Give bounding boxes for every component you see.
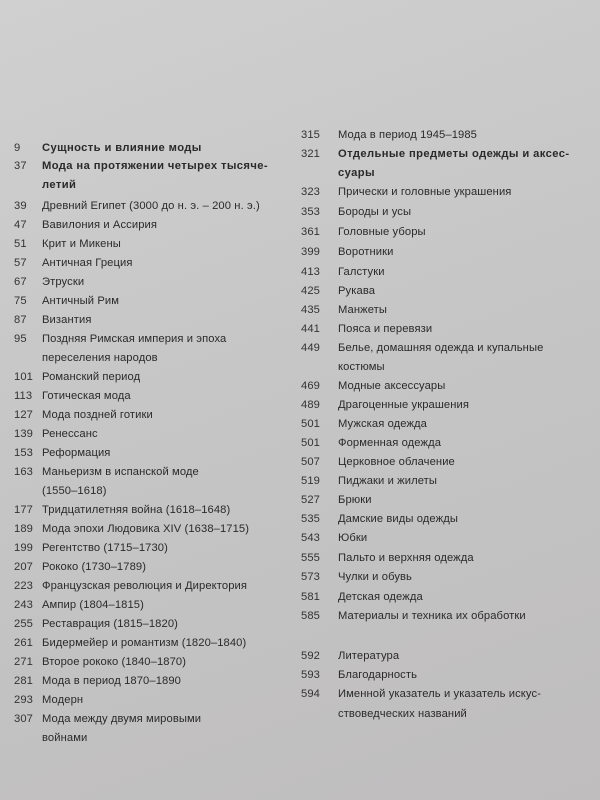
entry-title: Ренессанс [42,428,98,440]
entry-title: Крит и Микены [42,238,121,250]
entry-title: Материалы и техника их обработки [338,610,526,622]
page-number: 255 [14,618,33,630]
entry-title: Воротники [338,246,394,258]
entry-title: Вавилония и Ассирия [42,219,158,231]
entry-title: Реставрация (1815–1820) [42,618,178,630]
page-number: 535 [301,513,320,525]
entry-title-continued: летий [42,179,77,191]
page-number: 67 [14,276,27,288]
entry-title: Именной указатель и указатель искус- [338,688,541,700]
page-number: 127 [14,409,33,421]
page-number: 101 [14,371,33,383]
page-number: 555 [301,552,320,564]
entry-title: Отдельные предметы одежды и аксес- [338,148,570,160]
entry-title: Поздняя Римская империя и эпоха [42,333,227,345]
page-number: 9 [14,142,21,154]
page-number: 37 [14,160,27,172]
entry-title: Белье, домашняя одежда и купальные [338,342,544,354]
page-number: 489 [301,399,320,411]
entry-title: Мода эпохи Людовика XIV (1638–1715) [42,523,250,535]
page-number: 527 [301,494,320,506]
entry-title: Мужская одежда [338,418,428,430]
entry-title: Манжеты [338,304,388,316]
page-number: 501 [301,418,320,430]
page-number: 469 [301,380,320,392]
entry-title: Благодарность [338,669,417,681]
entry-title: Модные аксессуары [338,380,446,392]
entry-title: Реформация [42,447,111,459]
page-number: 51 [14,238,27,250]
page-number: 507 [301,456,320,468]
entry-title-continued: войнами [42,732,88,744]
entry-title: Рококо (1730–1789) [42,561,147,573]
page-number: 153 [14,447,33,459]
entry-title: Сущность и влияние моды [42,142,202,154]
page-number: 307 [14,713,33,725]
entry-title: Мода на протяжении четырех тысяче- [42,160,268,172]
page-number: 573 [301,571,320,583]
page-number: 413 [301,266,320,278]
page-number: 75 [14,295,27,307]
page-number: 441 [301,323,320,335]
entry-title: Литература [338,650,400,662]
entry-title: Бороды и усы [338,206,412,218]
entry-title: Пояса и перевязи [338,323,433,335]
entry-title: Юбки [338,532,368,544]
entry-title: Пальто и верхняя одежда [338,552,474,564]
entry-title: Модерн [42,694,84,706]
entry-title: Прически и головные украшения [338,186,512,198]
page-number: 261 [14,637,33,649]
page-number: 39 [14,200,27,212]
entry-title: Маньеризм в испанской моде [42,466,199,478]
page-number: 113 [14,390,33,402]
page-number: 207 [14,561,33,573]
entry-title: Ампир (1804–1815) [42,599,144,611]
page-number: 223 [14,580,33,592]
page-number: 321 [301,148,320,160]
page-number: 57 [14,257,27,269]
page-number: 163 [14,466,33,478]
entry-title: Чулки и обувь [338,571,412,583]
entry-title: Брюки [338,494,372,506]
entry-title: Античный Рим [42,295,120,307]
entry-title: Мода поздней готики [42,409,153,421]
page-number: 293 [14,694,33,706]
page-number: 399 [301,246,320,258]
entry-title: Дамские виды одежды [338,513,458,525]
entry-title: Мода между двумя мировыми [42,713,202,725]
entry-title: Тридцатилетняя война (1618–1648) [42,504,231,516]
entry-title: Драгоценные украшения [338,399,470,411]
page-number: 543 [301,532,320,544]
entry-title: Античная Греция [42,257,133,269]
page-number: 47 [14,219,27,231]
entry-title-continued: переселения народов [42,352,158,364]
page-number: 243 [14,599,33,611]
page-number: 501 [301,437,320,449]
page-number: 199 [14,542,33,554]
entry-title: Этруски [42,276,85,288]
entry-title-continued: костюмы [338,361,385,373]
page-number: 281 [14,675,33,687]
entry-title: Древний Египет (3000 до н. э. – 200 н. э.) [42,200,260,212]
page-number: 315 [301,129,320,141]
entry-title-continued: (1550–1618) [42,485,107,497]
page-number: 323 [301,186,320,198]
entry-title: Французская революция и Директория [42,580,248,592]
entry-title: Регентство (1715–1730) [42,542,168,554]
entry-title: Бидермейер и романтизм (1820–1840) [42,637,247,649]
page-number: 87 [14,314,27,326]
page-number: 592 [301,650,320,662]
entry-title: Головные уборы [338,226,426,238]
page-number: 594 [301,688,320,700]
page-number: 435 [301,304,320,316]
page-number: 189 [14,523,33,535]
entry-title: Церковное облачение [338,456,455,468]
entry-title: Форменная одежда [338,437,442,449]
page-number: 271 [14,656,33,668]
page-number: 519 [301,475,320,487]
page-number: 593 [301,669,320,681]
page-number: 361 [301,226,320,238]
page-number: 139 [14,428,33,440]
page-number: 95 [14,333,27,345]
entry-title: Романский период [42,371,141,383]
entry-title-continued: ствоведческих названий [338,708,467,720]
entry-title: Мода в период 1870–1890 [42,675,181,687]
page-number: 425 [301,285,320,297]
entry-title: Галстуки [338,266,385,278]
entry-title: Византия [42,314,92,326]
entry-title-continued: суары [338,167,375,179]
entry-title: Пиджаки и жилеты [338,475,438,487]
entry-title: Готическая мода [42,390,131,402]
entry-title: Второе рококо (1840–1870) [42,656,187,668]
entry-title: Рукава [338,285,376,297]
page-number: 585 [301,610,320,622]
page-number: 581 [301,591,320,603]
page-number: 449 [301,342,320,354]
page-number: 177 [14,504,33,516]
entry-title: Детская одежда [338,591,423,603]
page-number: 353 [301,206,320,218]
entry-title: Мода в период 1945–1985 [338,129,477,141]
